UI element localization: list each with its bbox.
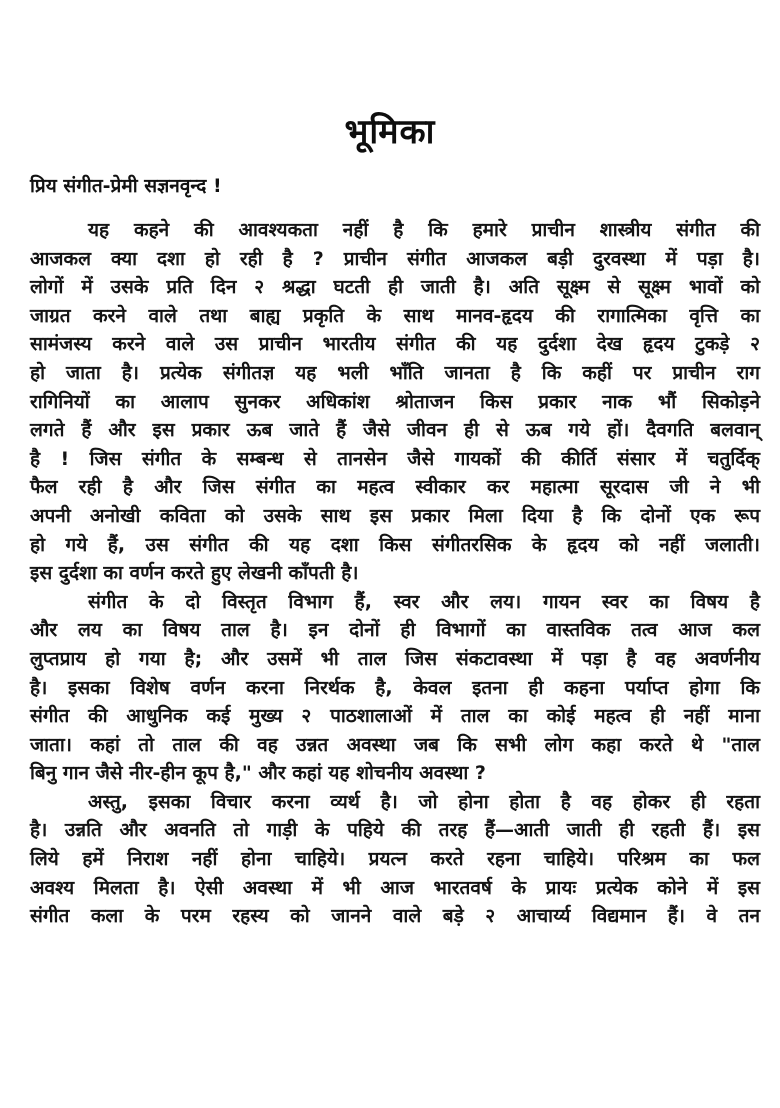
text-line: अपनी अनोखी कविता को उसके साथ इस प्रकार मिला दिया है कि दोनों एक रूप — [30, 504, 760, 527]
text-line: जाता। कहां तो ताल की वह उन्नत अवस्था जब कि सभी लोग कहा करते थे "ताल — [30, 733, 760, 756]
text-line: और लय का विषय ताल है। इन दोनों ही विभागों का वास्तविक तत्व आज कल — [30, 619, 760, 642]
text-line: संगीत कला के परम रहस्य को जानने वाले बड़े २ आचार्य्य विद्यमान हैं। वे तन — [30, 905, 760, 928]
text-line: लोगों में उसके प्रति दिन २ श्रद्धा घटती ही जाती है। अति सूक्ष्म से सूक्ष्म भावों को — [30, 276, 760, 299]
text-line: अवश्य मिलता है। ऐसी अवस्था में भी आज भारतवर्ष के प्रायः प्रत्येक कोने में इस — [30, 876, 760, 899]
text-line: बिनु गान जैसे नीर-हीन कूप है," और कहां यह शोचनीय अवस्था ? — [30, 762, 486, 785]
text-line: लिये हमें निराश नहीं होना चाहिये। प्रयत्न करते रहना चाहिये। परिश्रम का फल — [30, 848, 760, 871]
text-line: है। उन्नति और अवनति तो गाड़ी के पहिये की तरह हैं—आती जाती ही रहती हैं। इस — [30, 819, 760, 842]
page-title: भूमिका — [344, 112, 436, 152]
text-line: यह कहने की आवश्यकता नहीं है कि हमारे प्राचीन शास्त्रीय संगीत की — [88, 219, 760, 241]
text-line: आजकल क्या दशा हो रही है ? प्राचीन संगीत आजकल बड़ी दुरवस्था में पड़ा है। — [30, 247, 760, 270]
text-line: लुप्तप्राय हो गया है; और उसमें भी ताल जिस संकटावस्था में पड़ा है वह अवर्णनीय — [30, 647, 760, 670]
text-line: हो गये हैं, उस संगीत की यह दशा किस संगीतरसिक के हृदय को नहीं जलाती। — [30, 533, 760, 556]
text-line: संगीत की आधुनिक कई मुख्य २ पाठशालाओं में ताल का कोई महत्व ही नहीं माना — [30, 705, 760, 728]
text-line: है। इसका विशेष वर्णन करना निरर्थक है, केवल इतना ही कहना पर्याप्त होगा कि — [30, 676, 760, 699]
text-line: जाग्रत करने वाले तथा बाह्य प्रकृति के साथ मानव-हृदय की रागात्मिका वृत्ति का — [30, 304, 760, 327]
text-line: लगते हैं और इस प्रकार ऊब जाते हैं जैसे जीवन ही से ऊब गये हों। दैवगति बलवान् — [30, 419, 760, 442]
text-line: हो जाता है। प्रत्येक संगीतज्ञ यह भली भाँति जानता है कि कहीं पर प्राचीन राग — [30, 361, 760, 384]
text-line: है ! जिस संगीत के सम्बन्ध से तानसेन जैसे गायकों की कीर्ति संसार में चतुर्दिक् — [30, 447, 760, 470]
text-line: रागिनियों का आलाप सुनकर अधिकांश श्रोताजन किस प्रकार नाक भौं सिकोड़ने — [30, 390, 760, 413]
text-line: फैल रही है और जिस संगीत का महत्व स्वीकार कर महात्मा सूरदास जी ने भी — [30, 476, 760, 499]
text-line: संगीत के दो विस्तृत विभाग हैं, स्वर और लय। गायन स्वर का विषय है — [88, 590, 760, 613]
text-line: इस दुर्दशा का वर्णन करते हुए लेखनी काँपती है। — [30, 562, 359, 585]
salutation: प्रिय संगीत-प्रेमी सज्ञनवृन्द ! — [30, 175, 222, 197]
text-line: अस्तु, इसका विचार करना व्यर्थ है। जो होना होता है वह होकर ही रहता — [88, 790, 760, 813]
text-line: सामंजस्य करने वाले उस प्राचीन भारतीय संगीत की यह दुर्दशा देख हृदय टुकड़े २ — [30, 333, 760, 356]
body-text — [30, 216, 760, 931]
